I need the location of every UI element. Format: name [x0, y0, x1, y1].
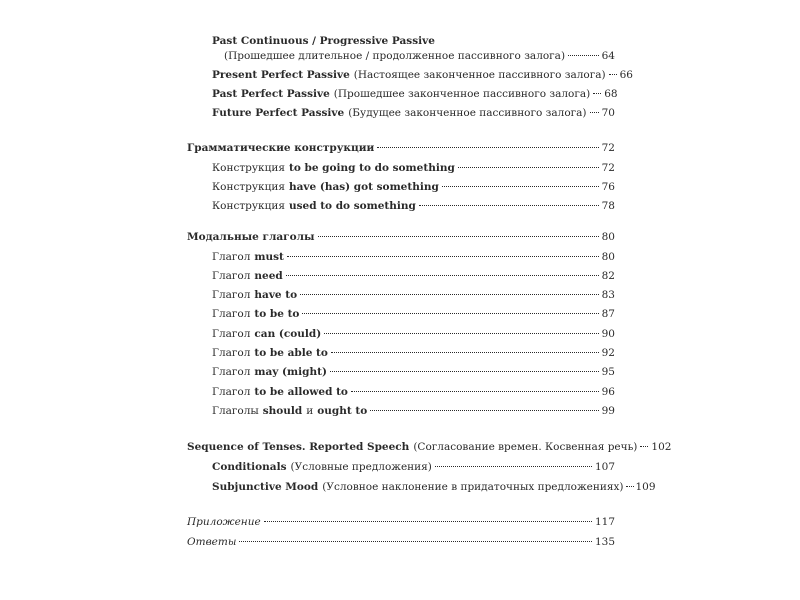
toc-entry-prefix: Глагол — [212, 251, 251, 263]
toc-page-number: 70 — [601, 107, 615, 119]
toc-page-number: 83 — [601, 289, 615, 301]
toc-entry-title: Past Continuous / Progressive Passive — [212, 35, 435, 47]
toc-entry-past-continuous-passive-line2[interactable] — [0, 47, 800, 66]
toc-entry-title: to be going to do something — [288, 162, 455, 174]
toc-entry-prefix: Конструкция — [212, 200, 285, 212]
toc-page-number: 87 — [601, 308, 615, 320]
toc-entry-title: to be allowed to — [254, 386, 348, 398]
toc-section-appendix[interactable] — [0, 513, 800, 532]
toc-entry-subtitle: (Прошедшее длительное / продолженное пассивного залога) — [224, 50, 566, 62]
toc-entry-title-2: ought to — [317, 405, 368, 417]
toc-page-number: 64 — [601, 50, 615, 62]
toc-section-subtitle: (Согласование времен. Косвенная речь) — [413, 441, 638, 453]
toc-page-number: 99 — [601, 405, 615, 417]
toc-entry-have-to[interactable] — [0, 286, 800, 305]
toc-section-title: Модальные глаголы — [187, 231, 315, 243]
toc-entry-have-got[interactable] — [0, 178, 800, 197]
toc-entry-subtitle: (Условное наклонение в придаточных предложениях) — [322, 481, 624, 493]
toc-entry-subjunctive-mood[interactable] — [0, 478, 800, 497]
leader-dots — [626, 486, 634, 487]
toc-entry-title: have to — [254, 289, 298, 301]
toc-page-number: 117 — [594, 516, 615, 528]
toc-entry-to-be-to[interactable] — [0, 305, 800, 324]
toc-entry-subtitle: (Условные предложения) — [290, 461, 432, 473]
toc-entry-to-be-going-to[interactable] — [0, 159, 800, 178]
leader-dots — [435, 466, 592, 467]
toc-page-number: 76 — [601, 181, 615, 193]
toc-entry-must[interactable] — [0, 248, 800, 267]
leader-dots — [331, 352, 599, 353]
toc-entry-subtitle: (Прошедшее законченное пассивного залога) — [333, 88, 591, 100]
toc-entry-can-could[interactable] — [0, 325, 800, 344]
toc-entry-title: should — [262, 405, 303, 417]
toc-entry-title: Present Perfect Passive — [212, 69, 350, 81]
toc-entry-subtitle: (Будущее законченное пассивного залога) — [348, 107, 587, 119]
toc-entry-prefix: Глагол — [212, 366, 251, 378]
toc-entry-conditionals[interactable] — [0, 458, 800, 477]
leader-dots — [640, 446, 648, 447]
leader-dots — [590, 112, 599, 113]
toc-section-title: Ответы — [187, 536, 237, 548]
toc-entry-title: have (has) got something — [288, 181, 439, 193]
toc-entry-used-to[interactable] — [0, 197, 800, 216]
toc-entry-may-might[interactable] — [0, 363, 800, 382]
leader-dots — [264, 521, 592, 522]
toc-entry-prefix: Конструкция — [212, 181, 285, 193]
leader-dots — [458, 167, 599, 168]
toc-entry-title: used to do something — [288, 200, 416, 212]
toc-section-title: Sequence of Tenses. Reported Speech — [187, 441, 410, 453]
toc-section-sequence-of-tenses[interactable] — [0, 438, 800, 457]
toc-entry-need[interactable] — [0, 267, 800, 286]
toc-section-title: Приложение — [187, 516, 261, 528]
toc-section-answers[interactable] — [0, 533, 800, 552]
toc-entry-present-perfect-passive[interactable] — [0, 66, 800, 85]
leader-dots — [286, 275, 599, 276]
toc-entry-title: may (might) — [254, 366, 327, 378]
toc-page-number: 90 — [601, 328, 615, 340]
leader-dots — [300, 294, 599, 295]
toc-entry-past-perfect-passive[interactable] — [0, 85, 800, 104]
toc-page-number: 95 — [601, 366, 615, 378]
leader-dots — [370, 410, 598, 411]
toc-page-number: 109 — [635, 481, 656, 493]
toc-page-number: 102 — [651, 441, 672, 453]
toc-entry-prefix: Глаголы — [212, 405, 259, 417]
toc-entry-conjunction: и — [306, 405, 314, 417]
toc-section-modal-verbs[interactable] — [0, 228, 800, 247]
toc-page-number: 80 — [601, 251, 615, 263]
leader-dots — [302, 313, 598, 314]
toc-entry-future-perfect-passive[interactable] — [0, 104, 800, 123]
toc-page-number: 72 — [601, 142, 615, 154]
toc-entry-prefix: Глагол — [212, 308, 251, 320]
toc-page-number: 78 — [601, 200, 615, 212]
leader-dots — [442, 186, 599, 187]
toc-entry-to-be-allowed-to[interactable] — [0, 383, 800, 402]
leader-dots — [239, 541, 592, 542]
toc-section-grammar-constructions[interactable] — [0, 139, 800, 158]
toc-page-number: 72 — [601, 162, 615, 174]
toc-entry-subtitle: (Настоящее законченное пассивного залога) — [353, 69, 606, 81]
leader-dots — [324, 333, 598, 334]
toc-page-number: 68 — [604, 88, 618, 100]
toc-page-number: 80 — [601, 231, 615, 243]
toc-entry-title: to be to — [254, 308, 300, 320]
toc-entry-title: Past Perfect Passive — [212, 88, 330, 100]
toc-entry-title: must — [254, 251, 284, 263]
leader-dots — [377, 147, 598, 148]
toc-entry-title: Future Perfect Passive — [212, 107, 345, 119]
leader-dots — [419, 205, 599, 206]
toc-entry-prefix: Глагол — [212, 347, 251, 359]
toc-entry-title: Subjunctive Mood — [212, 481, 319, 493]
toc-entry-prefix: Глагол — [212, 270, 251, 282]
toc-entry-prefix: Глагол — [212, 328, 251, 340]
toc-page-number: 66 — [619, 69, 633, 81]
toc-entry-prefix: Глагол — [212, 289, 251, 301]
leader-dots — [330, 371, 599, 372]
leader-dots — [318, 236, 599, 237]
toc-page-number: 96 — [601, 386, 615, 398]
toc-page-number: 107 — [594, 461, 615, 473]
toc-page-number: 135 — [594, 536, 615, 548]
leader-dots — [593, 93, 601, 94]
toc-page-number: 82 — [601, 270, 615, 282]
toc-entry-title: can (could) — [254, 328, 322, 340]
toc-entry-title: Conditionals — [212, 461, 287, 473]
toc-entry-prefix: Конструкция — [212, 162, 285, 174]
leader-dots — [609, 74, 617, 75]
toc-entry-to-be-able-to[interactable] — [0, 344, 800, 363]
leader-dots — [351, 391, 599, 392]
toc-page-number: 92 — [601, 347, 615, 359]
toc-entry-should-ought-to[interactable] — [0, 402, 800, 421]
leader-dots — [568, 55, 599, 56]
toc-entry-title: to be able to — [254, 347, 328, 359]
toc-entry-title: need — [254, 270, 283, 282]
toc-section-title: Грамматические конструкции — [187, 142, 375, 154]
toc-entry-prefix: Глагол — [212, 386, 251, 398]
leader-dots — [287, 256, 599, 257]
